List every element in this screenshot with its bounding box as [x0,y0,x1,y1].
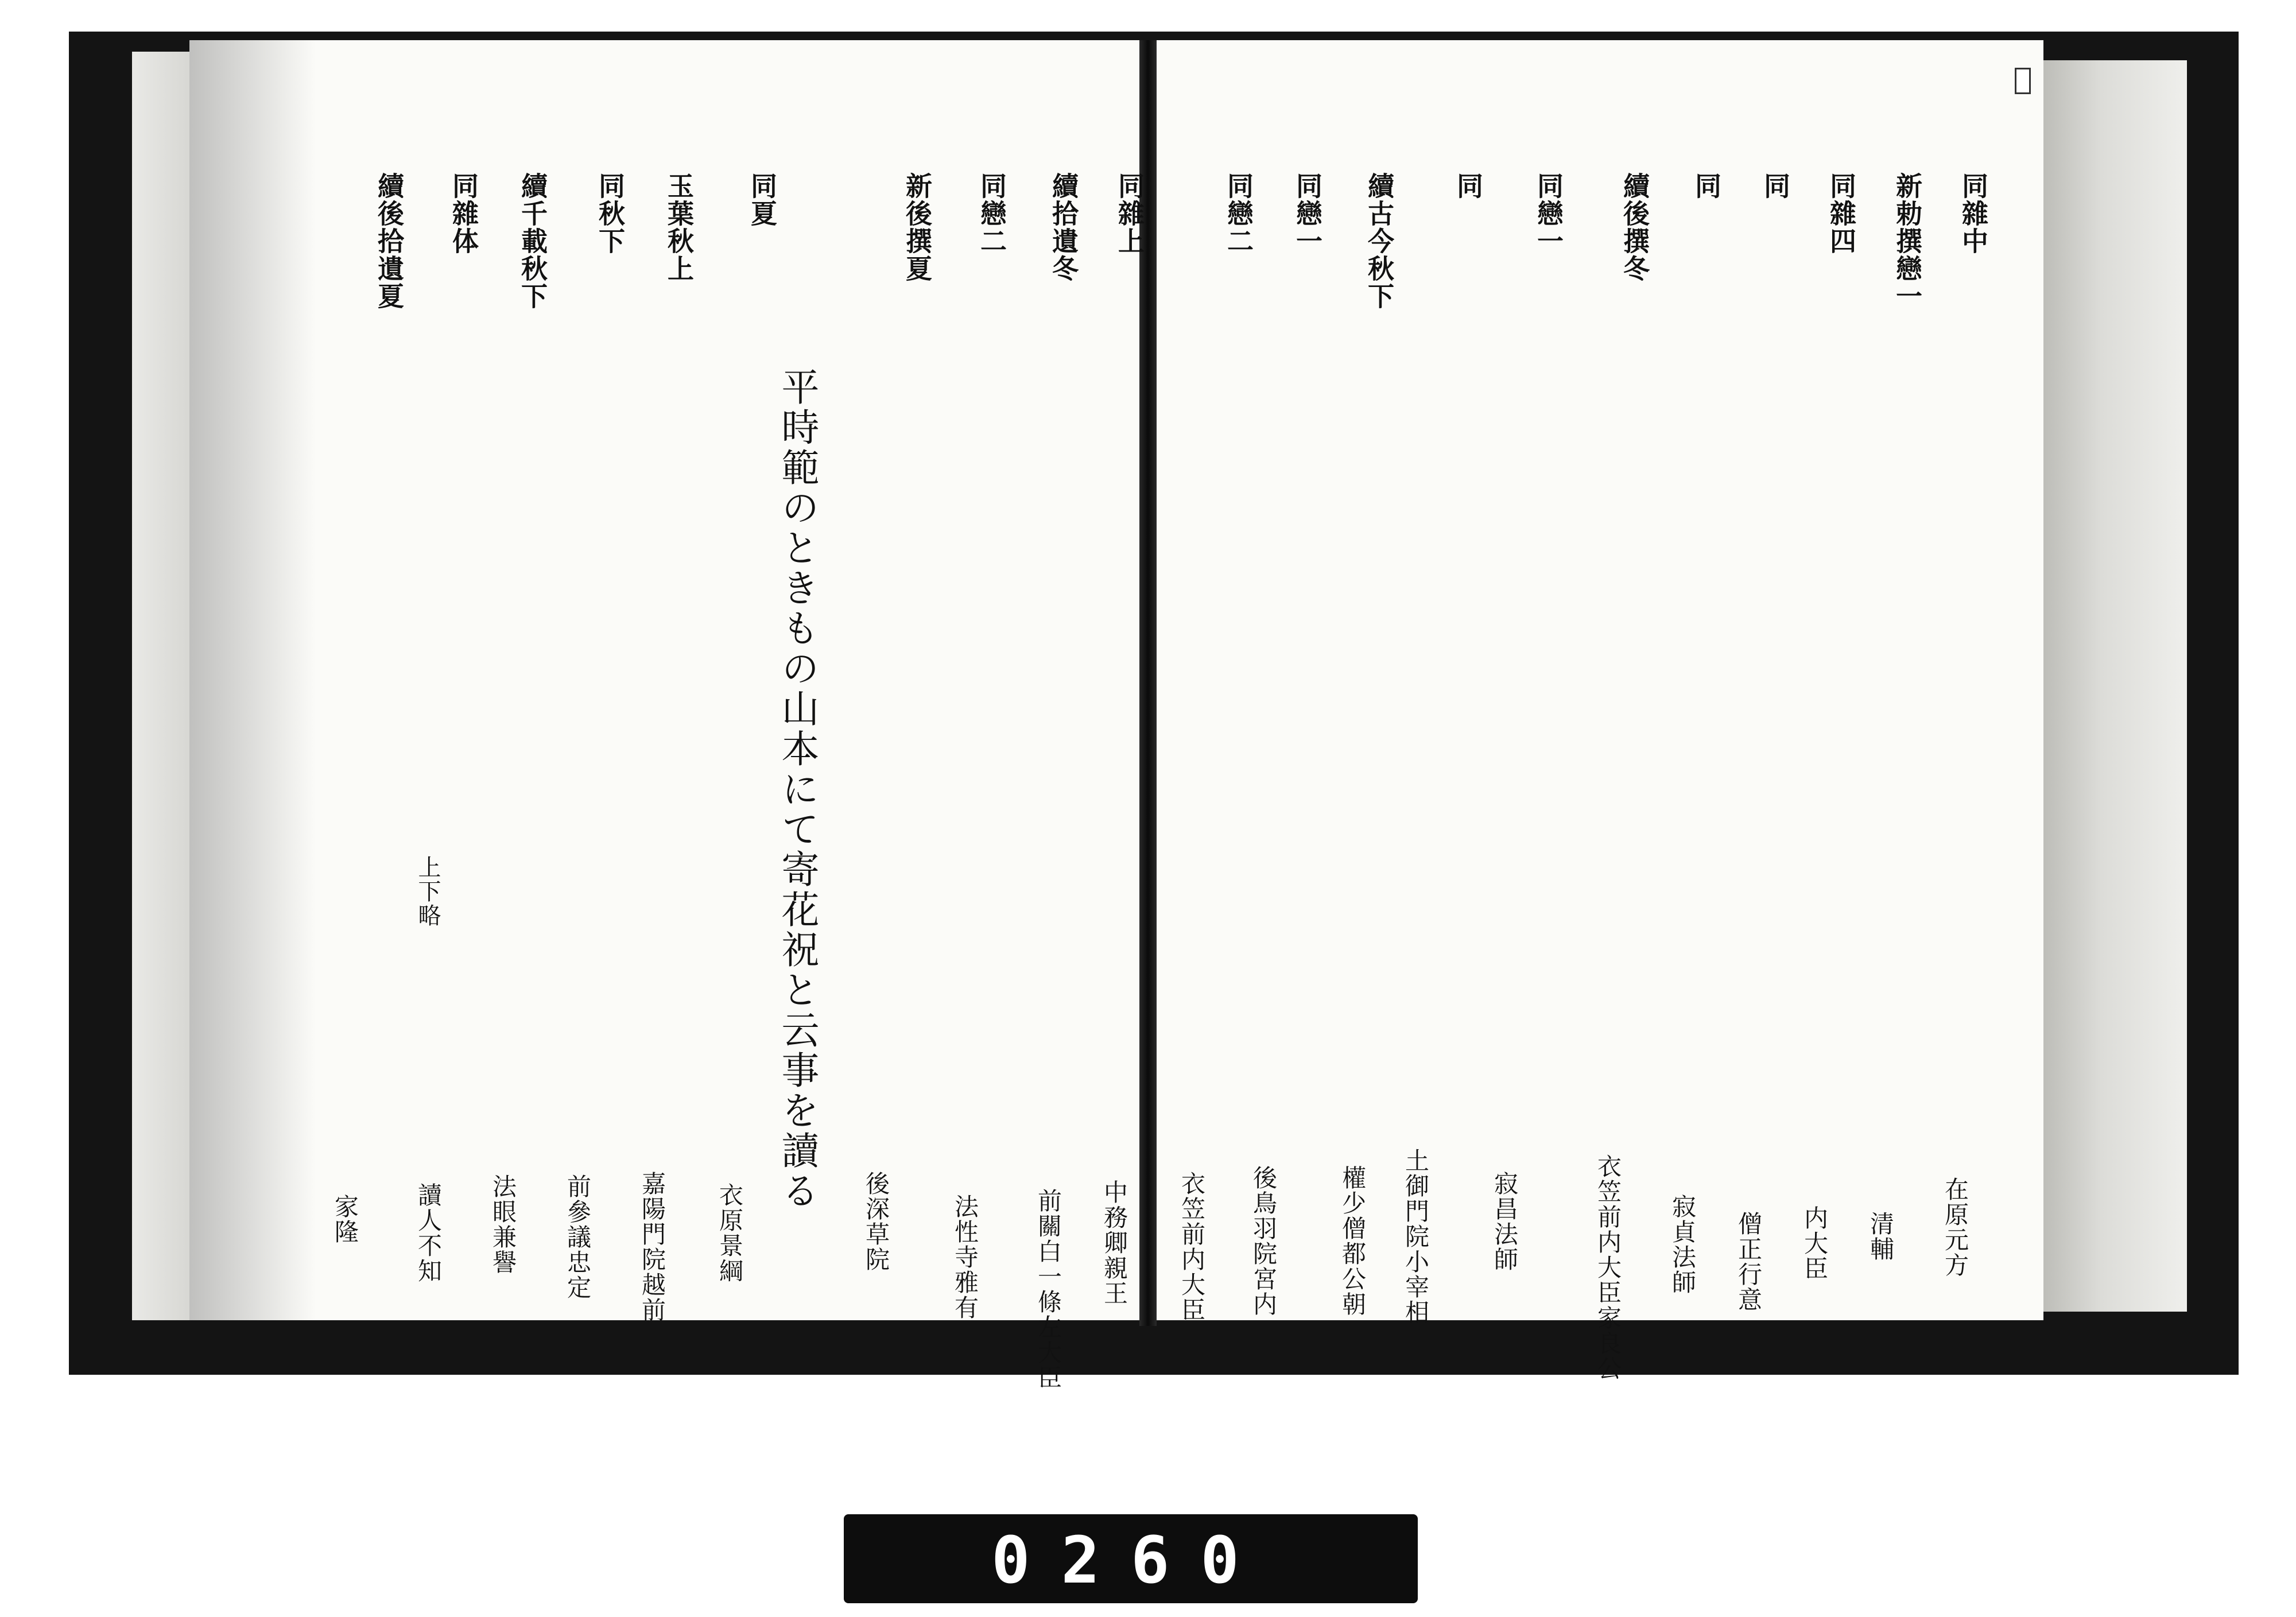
source-heading: 同 [1691,172,1722,200]
author-name: 讀人不知 [414,1182,443,1283]
source-heading: 新勅撰戀一 [1892,172,1923,310]
author-name: 在原元方 [1941,1177,1969,1278]
author-name: 衣笠前内大臣 [1178,1171,1206,1323]
source-heading: 同 [1453,172,1484,200]
source-heading: 玉葉秋上 [664,172,695,282]
author-name: 衣原景綱 [716,1182,744,1283]
source-heading: 新後撰夏 [902,172,933,282]
author-name: 後深草院 [862,1171,890,1272]
source-heading: 同夏 [747,172,778,227]
source-heading: 同 [1760,172,1791,200]
author-name: 法性寺雅有 [951,1194,979,1320]
interlinear-note: 平時範のときもの山本にて寄花祝と云事を讀る [775,367,819,1211]
source-heading: 續拾遺冬 [1048,172,1079,282]
source-heading: 同秋下 [595,172,626,255]
source-heading: 同戀二 [976,172,1007,255]
author-name: 寂昌法師 [1491,1171,1519,1272]
author-name: 前關白一條左大臣 [1034,1188,1062,1390]
author-name: 衣笠前内大臣家良公 [1594,1154,1622,1381]
abbreviation-note: 上下略 [414,855,441,928]
author-name: 後鳥羽院宮内 [1250,1165,1278,1317]
source-heading: 同雜上 [1114,172,1145,255]
page-tab-marker [2015,68,2031,94]
author-name: 寂貞法師 [1669,1194,1697,1295]
author-name: 清輔 [1867,1211,1895,1262]
author-name: 權少僧都公朝 [1339,1165,1367,1317]
source-heading: 同雜中 [1958,172,1989,255]
author-name: 内大臣 [1801,1205,1829,1281]
author-name: 土御門院小宰相 [1402,1148,1430,1325]
source-heading: 續後撰冬 [1619,172,1650,282]
source-heading: 同雜四 [1826,172,1857,255]
source-heading: 續古今秋下 [1364,172,1395,310]
source-heading: 同雜体 [448,172,479,255]
frame-number-stamp [844,1514,1418,1603]
left-page-shadow [189,40,316,1320]
source-heading: 續千載秋下 [517,172,548,310]
author-name: 嘉陽門院越前 [638,1171,666,1323]
source-heading: 同戀二 [1223,172,1254,255]
author-name: 家隆 [331,1194,359,1244]
source-heading: 續後拾遺夏 [374,172,405,310]
author-name: 前參議忠定 [564,1174,592,1300]
author-name: 法眼兼譽 [489,1174,517,1275]
author-name: 僧正行意 [1735,1211,1763,1312]
source-heading: 同戀一 [1533,172,1564,255]
frame-number: 0260 [991,1523,1270,1598]
source-heading: 同戀一 [1292,172,1323,255]
right-page-edge [2043,60,2187,1312]
author-name: 中務卿親王 [1100,1180,1128,1306]
